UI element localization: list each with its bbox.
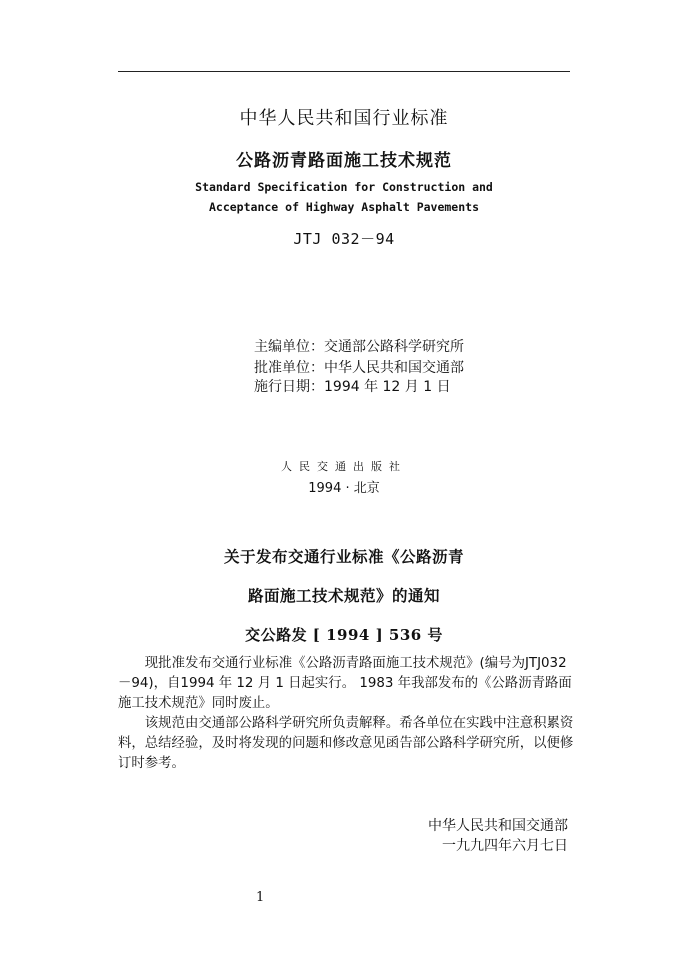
- signer: 中华人民共和国交通部: [428, 818, 568, 834]
- sign-date: 一九九四年六月七日: [442, 838, 568, 854]
- notice-body: [118, 654, 576, 774]
- top-rule: [118, 71, 570, 72]
- notice-doc-number: 交公路发 [ 1994 ] 536 号: [245, 626, 443, 644]
- notice-title-line2: 路面施工技术规范》的通知: [247, 586, 440, 605]
- document-title: 公路沥青路面施工技术规范: [236, 151, 452, 171]
- english-title-line1: Standard Specification for Construction and: [195, 180, 493, 194]
- approver-unit: 批准单位：中华人民共和国交通部: [254, 360, 464, 376]
- notice-paragraph-1: 现批准发布交通行业标准《公路沥青路面施工技术规范》(编号为JTJ032－94)，自1994 年 12 月 1 日起实行。 1983 年我部发布的《公路沥青路面施工技术规范》同时废止。: [118, 656, 572, 711]
- publish-year-place: 1994 · 北京: [308, 481, 380, 496]
- editor-unit: 主编单位：交通部公路科学研究所: [254, 339, 464, 355]
- effective-date: 施行日期：1994 年 12 月 1 日: [254, 379, 451, 395]
- notice-paragraph-2: 该规范由交通部公路科学研究所负责解释。希各单位在实践中注意积累资料，总结经验，及时将发现的问题和修改意见函告部公路科学研究所，以便修订时参考。: [118, 716, 574, 771]
- notice-title-line1: 关于发布交通行业标准《公路沥青: [223, 547, 464, 566]
- english-title-line2: Acceptance of Highway Asphalt Pavements: [208, 200, 480, 214]
- publisher-name: 人民交通出版社: [281, 460, 407, 473]
- standard-code: JTJ 032－94: [293, 230, 395, 248]
- page-number: 1: [256, 890, 265, 905]
- standard-type: 中华人民共和国行业标准: [239, 108, 449, 129]
